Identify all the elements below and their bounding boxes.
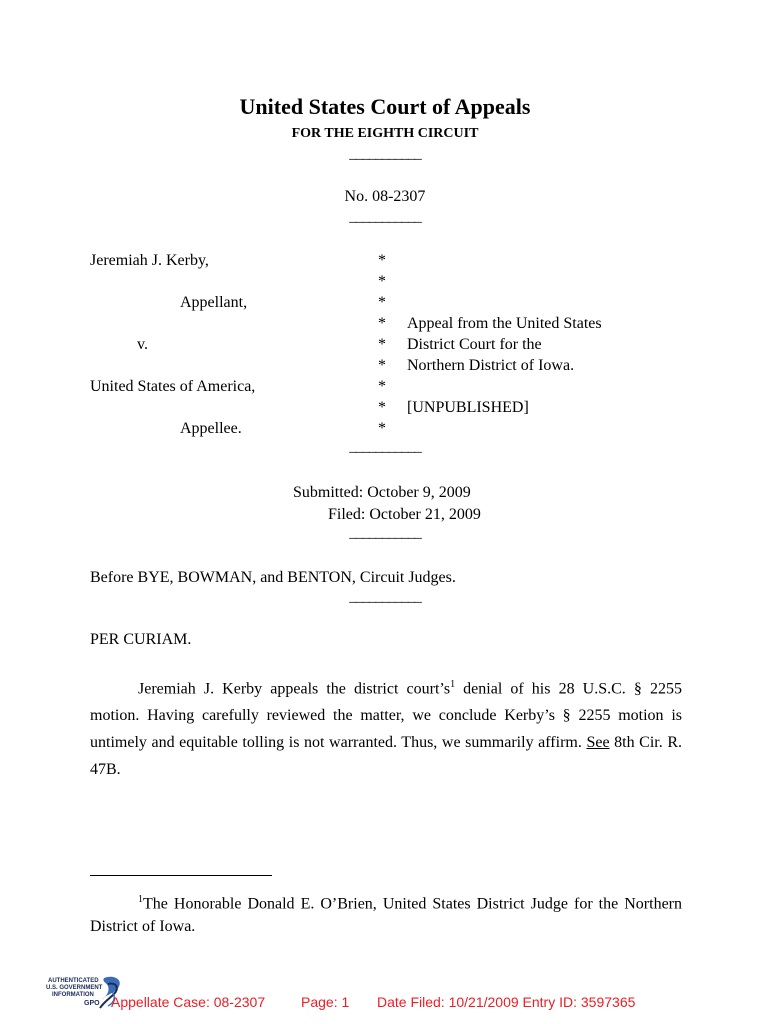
appellee-name: United States of America, [90,378,256,395]
appeal-from-line-3: Northern District of Iowa. [407,357,575,374]
appeal-from-line-2: District Court for the [407,336,542,353]
caption-star: * [378,315,386,332]
divider-4: ___________ [349,525,421,541]
footer-date-filed: Date Filed: 10/21/2009 Entry ID: 3597365 [377,994,636,1010]
footnote-marker: 1 [450,679,456,690]
footer-page: Page: 1 [301,994,350,1010]
appeal-from-line-1: Appeal from the United States [407,315,602,332]
divider-5: ___________ [349,589,421,605]
panel-judges: Before BYE, BOWMAN, and BENTON, Circuit Judges. [90,569,456,586]
footnote-number: 1 [138,894,143,905]
gpo-text-3: INFORMATION [52,992,94,998]
caption-star: * [378,336,386,353]
appellee-role: Appellee. [180,420,242,437]
footnote-rule [90,875,272,876]
footnote [90,888,682,938]
divider-3: ___________ [349,439,421,455]
footnote-text: The Honorable Donald E. O’Brien, United States District Judge for the Northern District of Iowa. [90,895,682,936]
circuit-subtitle: FOR THE EIGHTH CIRCUIT [291,126,479,141]
appellant-name: Jeremiah J. Kerby, [90,252,209,269]
caption-star: * [378,357,386,374]
gpo-text-1: AUTHENTICATED [48,978,99,984]
divider-1: ___________ [349,146,421,162]
per-curiam-heading: PER CURIAM. [90,631,192,648]
caption-star: * [378,378,386,395]
caption-star: * [378,273,386,290]
versus: v. [137,336,148,353]
appellant-role: Appellant, [180,294,248,311]
publication-status: [UNPUBLISHED] [407,399,529,416]
caption-star: * [378,420,386,437]
caption-star: * [378,399,386,416]
case-number: No. 08-2307 [344,188,426,205]
opinion-text-1: Jeremiah J. Kerby appeals the district court’s [138,680,451,698]
caption-star: * [378,252,386,269]
caption-star: * [378,294,386,311]
court-title: United States Court of Appeals [239,94,531,119]
opinion-paragraph [90,671,682,783]
submitted-date: Submitted: October 9, 2009 [293,484,471,501]
gpo-text-4: GPO [84,1000,100,1007]
see-citation-signal: See [586,734,610,752]
opinion-text-3: 8th Cir. R. 47B. [90,734,682,779]
filed-date: Filed: October 21, 2009 [328,506,481,523]
gpo-text-2: U.S. GOVERNMENT [46,985,103,991]
footer-case-number: Appellate Case: 08-2307 [111,994,266,1010]
divider-2: ___________ [349,209,421,225]
opinion-text-2: denial of his 28 U.S.C. § 2255 motion. Having carefully reviewed the matter, we conclude Kerby’s § 2255 motion is untimely and equitable tolling is not warranted. Thus, we summarily affirm. [90,680,683,752]
